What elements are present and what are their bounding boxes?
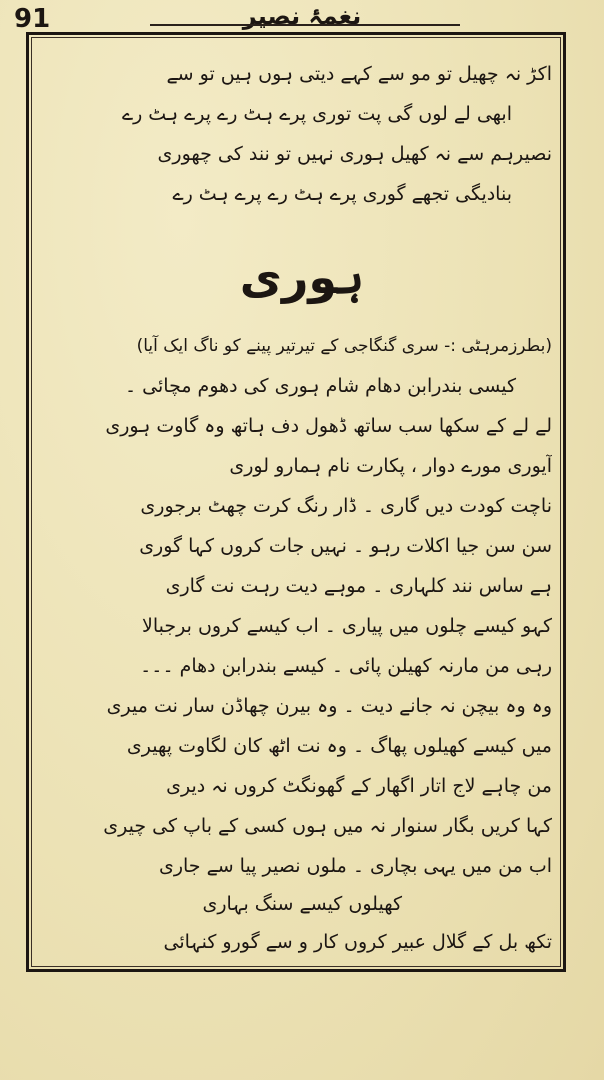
poem-line: کہا کریں بگار سنوار نہ میں ہوں کسی کے باپ کی چیری: [103, 815, 552, 837]
poem-line: میں کیسے کھیلوں پھاگ ۔ وہ نت اٹھ کان لگاوت پھیری: [126, 735, 552, 757]
poem-line: وہ وہ بیچن نہ جانے دیت ۔ وہ بیرن چھاڈن سار نت میری: [106, 695, 552, 717]
book-title: نغمۂ نصیر: [242, 2, 362, 30]
section-note: (بطرزمرہٹی :- سری گنگاجی کے تیرتیر پینے کو ناگ ایک آیا): [136, 336, 552, 356]
poem-line: کھیلوں کیسے سنگ بہاری: [202, 893, 402, 915]
page-number: 91: [14, 4, 51, 34]
intro-line: ابھی لے لوں گی پت توری پرے ہٹ رے پرے ہٹ رے: [121, 103, 512, 125]
poem-line: ہے ساس نند کلہاری ۔ موہے دیت رہت نت گاری: [165, 575, 552, 597]
poem-line: سن سن جیا اکلات رہو ۔ نہیں جات کروں کہا گوری: [139, 535, 552, 557]
poem-line: تکھ بل کے گلال عبیر کروں کار و سے گورو کنہائی: [163, 931, 552, 953]
intro-line: اکڑ نہ چھیل تو مو سے کہے دیتی ہوں ہیں تو سے: [166, 63, 552, 85]
section-heading: ہوری: [239, 250, 365, 304]
header-rule: [150, 24, 460, 26]
intro-line: نصیرہم سے نہ کھیل ہوری نہیں تو نند کی چھوری: [157, 143, 552, 165]
poem-line: آیوری مورے دوار ، پکارت نام ہمارو لوری: [229, 455, 552, 477]
poem-line: کیسی بندرابن دھام شام ہوری کی دھوم مچائی ۔: [124, 375, 516, 397]
intro-line: بنادیگی تجھے گوری پرے ہٹ رے پرے ہٹ رے: [172, 183, 512, 205]
poem-line: من چاہے لاج اتار اگھار کے گھونگٹ کروں نہ دیری: [166, 775, 552, 797]
poem-line: لے لے کے سکھا سب ساتھ ڈھول دف ہاتھ وہ گاوت ہوری: [105, 415, 552, 437]
poem-line: اب من میں یہی بچاری ۔ ملوں نصیر پیا سے جاری: [158, 855, 552, 877]
poem-line: رہی من مارنہ کھیلن پائی ۔ کیسے بندرابن دھام ۔۔۔: [140, 655, 552, 677]
poem-line: ناچت کودت دیں گاری ۔ ڈار رنگ کرت چھٹ برجوری: [140, 495, 552, 517]
poem-line: کہو کیسے چلوں میں پیاری ۔ اب کیسے کروں برجبالا: [142, 615, 552, 637]
